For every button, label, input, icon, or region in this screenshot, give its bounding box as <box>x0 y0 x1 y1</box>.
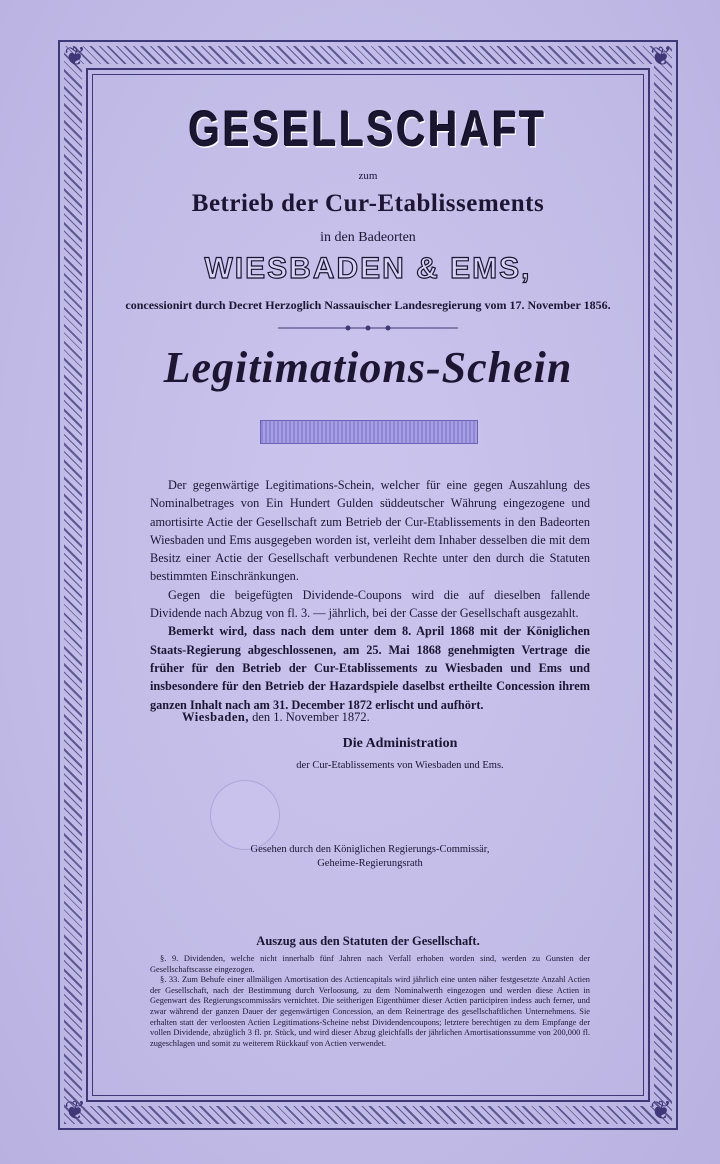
statute-9: §. 9. Dividenden, welche nicht innerhalb fünf Jahren nach Verfall erhoben worden sind, werden zu Gunsten der Gesellschaftscasse eingezogen. <box>150 954 590 974</box>
faded-stamp-icon <box>210 780 280 850</box>
company-purpose: Betrieb der Cur-Etablissements <box>191 190 545 217</box>
statutes-heading: Auszug aus den Statuten der Gesellschaft. <box>256 934 480 948</box>
administration-title: Die Administration <box>342 736 458 751</box>
number-blank-field <box>260 420 478 444</box>
corner-ornament-icon: ❦ <box>64 42 86 71</box>
date: den 1. November 1872. <box>252 710 370 724</box>
certificate-body <box>150 476 590 714</box>
administration-subtitle: der Cur-Etablissements von Wiesbaden und Ems. <box>296 760 504 771</box>
badeorten-text: in den Badeorten <box>320 230 416 245</box>
zum-text: zum <box>358 170 378 182</box>
corner-ornament-icon: ❦ <box>650 42 672 71</box>
document-heading: Legitimations-Schein <box>163 343 573 392</box>
concession-line: concessionirt durch Decret Herzoglich Nassauischer Landesregierung vom 17. November 1856. <box>125 298 611 312</box>
place: Wiesbaden, <box>182 710 249 724</box>
company-title: GESELLSCHAFT <box>188 102 548 158</box>
corner-ornament-icon: ❦ <box>650 1096 672 1125</box>
commissioner-line: Gesehen durch den Königlichen Regierungs-Commissär, <box>250 844 490 855</box>
paragraph-dividend: Gegen die beigefügten Dividende-Coupons wird die auf dieselben fallende Dividende nach Abzug von fl. 3. — jährlich, bei der Casse der Gesellschaft ausgezahlt. <box>150 587 590 621</box>
statutes-text <box>150 954 590 1049</box>
paragraph-notice: Bemerkt wird, dass nach dem unter dem 8. April 1868 mit der Königlichen Staats-Regierung abgeschlossenen, am 25. Mai 1868 genehmigten Vertrage die früher für den Betrieb der Cur-Etablissements zu Wiesbaden und Ems und insbesondere für den Betrieb der Hazardspiele daselbst ertheilte Concession ihrem ganzen Inhalt nach am 31. December 1872 erlischt und aufhört. <box>150 624 590 712</box>
statute-33: §. 33. Zum Behufe einer allmäligen Amortisation des Actiencapitals wird jährlich eine unten näher festgesetzte Anzahl Actien der Gesellschaft, nach der Bestimmung durch Verloosung, zu dem Nominalwerth eingezogen und werden diese Actien in Gegenwart des Regierungscommissärs vernichtet. Die seitherigen Eigenthümer dieser Actien participiren indess auch ferner, und zwar während der ganzen Dauer der gegenwärtigen Concession, an dem Reinertrage des gesellschaftlichen Unternehmens. Sie erhalten statt der verloosten Actien Legitimations-Scheine nebst Dividendencoupons; letztere berechtigen zu dem Empfange der vollen Dividende, abzüglich 3 fl. pr. Stück, und wird dieser Abzug gleichfalls der jährlichen Amortisationssumme von 200,000 fl. zugeschlagen und somit zu weiterem Rückkauf von Actien verwendet. <box>150 975 590 1048</box>
corner-ornament-icon: ❦ <box>64 1096 86 1125</box>
divider-ornament-icon <box>278 324 458 332</box>
place-date <box>182 710 370 725</box>
paragraph-legitimation: Der gegenwärtige Legitimations-Schein, welcher für eine gegen Auszahlung des Nominalbetrages von Ein Hundert Gulden süddeutscher Währung eingezogene und amortisirte Actie der Gesellschaft zum Betrieb der Cur-Etablissements in den Badeorten Wiesbaden und Ems ausgegeben worden ist, verleiht dem Inhaber desselben die mit dem Besitz einer Actie der Gesellschaft verbundenen Rechte unter den durch die Statuten bestimmten Einschränkungen. <box>150 478 590 584</box>
commissioner-title: Geheime-Regierungsrath <box>317 858 423 869</box>
cities-title: WIESBADEN & EMS, <box>204 252 532 285</box>
